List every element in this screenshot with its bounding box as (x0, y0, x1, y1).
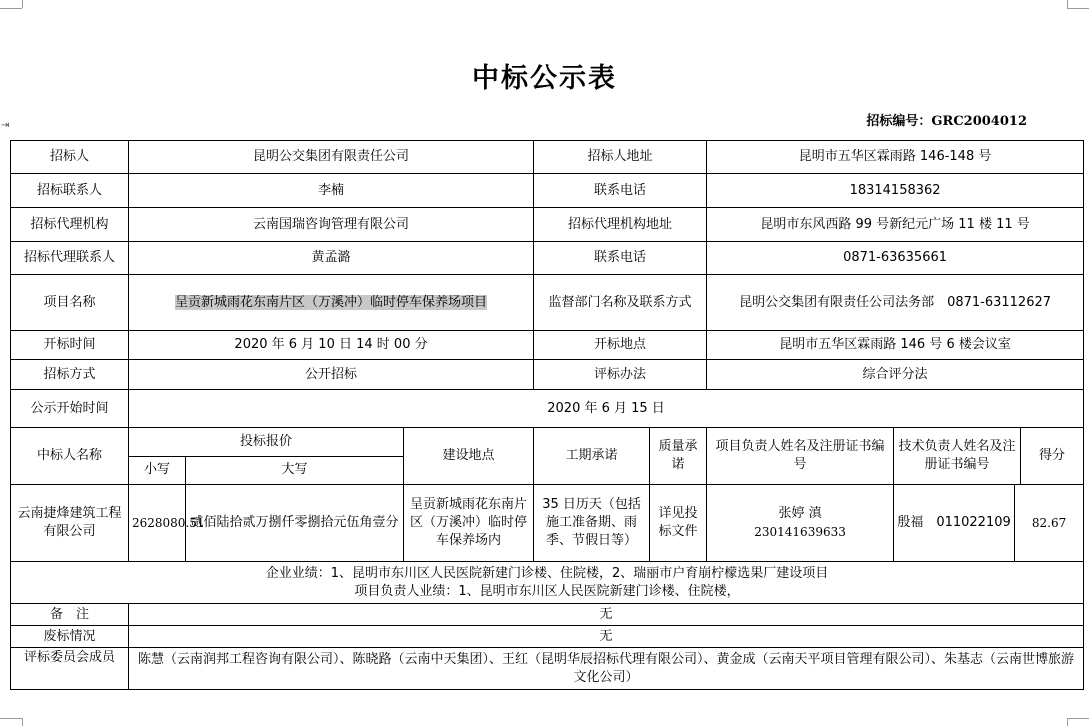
quality-header: 质量承诺 (650, 428, 707, 485)
contact-phone-label: 联系电话 (534, 174, 707, 208)
table-move-handle-icon[interactable]: ⇥ (1, 120, 10, 131)
crop-mark-bottom-left-v (22, 718, 23, 726)
location-header: 建设地点 (404, 428, 534, 485)
publicity-start-value: 2020 年 6 月 15 日 (129, 390, 1084, 428)
agency-address-label: 招标代理机构地址 (534, 208, 707, 242)
agency-phone-label: 联系电话 (534, 242, 707, 275)
agency-phone-value: 0871-63635661 (707, 242, 1084, 275)
invalid-bid-value: 无 (129, 626, 1084, 648)
score-header: 得分 (1039, 448, 1066, 463)
table-row (11, 242, 1084, 275)
agency-label: 招标代理机构 (11, 208, 129, 242)
project-manager (707, 485, 894, 562)
pm-header: 项目负责人姓名及注册证书编号 (707, 428, 894, 485)
method-label: 招标方式 (11, 360, 129, 390)
method-value: 公开招标 (129, 360, 534, 390)
table-row (11, 428, 1084, 457)
table-row (11, 208, 1084, 242)
tenderer-address-value: 昆明市五华区霖雨路 146-148 号 (707, 141, 1084, 174)
bid-lower: 2628080.51 (129, 485, 186, 562)
award-table (10, 140, 1084, 690)
committee-value: 陈慧（云南润邦工程咨询有限公司）、陈晓路（云南中天集团）、王红（昆明华辰招标代理有限公司）、黄金成（云南天平项目管理有限公司）、朱基志（云南世博旅游文化公司） (129, 648, 1084, 690)
table-row (11, 390, 1084, 428)
table-row (11, 174, 1084, 208)
construction-location: 呈贡新城雨花东南片区（万溪冲）临时停车保养场内 (404, 485, 534, 562)
score: 82.67 (1031, 516, 1067, 530)
performance-cell (11, 562, 1084, 604)
opening-time-value: 2020 年 6 月 10 日 14 时 00 分 (129, 331, 534, 360)
technical-lead: 殷福 011022109 (894, 485, 1015, 561)
bid-number: 招标编号：GRC2004012 (866, 114, 1027, 129)
bid-upper: 贰佰陆拾贰万捌仟零捌拾元伍角壹分 (186, 485, 404, 562)
crop-mark-top-right-v (1067, 0, 1068, 8)
table-row (11, 331, 1084, 360)
agency-value: 云南国瑞咨询管理有限公司 (129, 208, 534, 242)
project-name-cell (129, 275, 534, 331)
pm-cert: 230141639633 (754, 525, 846, 539)
publicity-start-label: 公示开始时间 (11, 390, 129, 428)
tenderer-value: 昆明公交集团有限责任公司 (129, 141, 534, 174)
table-row (11, 626, 1084, 648)
winner-name: 云南捷烽建筑工程有限公司 (11, 485, 129, 562)
company-performance: 企业业绩：1、昆明市东川区人民医院新建门诊楼、住院楼，2、瑞丽市户育崩柠檬选果厂建设项目 (265, 565, 829, 581)
crop-mark-bottom-right-h (1067, 718, 1089, 719)
tech-header: 技术负责人姓名及注册证书编号 (894, 428, 1021, 484)
remarks-label: 备 注 (11, 604, 129, 626)
remarks-value: 无 (129, 604, 1084, 626)
contact-phone-value: 18314158362 (707, 174, 1084, 208)
opening-place-value: 昆明市五华区霖雨路 146 号 6 楼会议室 (707, 331, 1084, 360)
crop-mark-top-left-h (0, 8, 22, 9)
quality-commitment: 详见投标文件 (650, 485, 707, 562)
bid-price-header: 投标报价 (129, 428, 404, 457)
opening-place-label: 开标地点 (534, 331, 707, 360)
agency-contact-label: 招标代理联系人 (11, 242, 129, 275)
table-row (11, 604, 1084, 626)
supervisor-label: 监督部门名称及联系方式 (534, 275, 707, 331)
crop-mark-bottom-right-v (1067, 718, 1068, 726)
pm-name: 张婷 滇 (778, 506, 822, 521)
contact-label: 招标联系人 (11, 174, 129, 208)
winner-name-header: 中标人名称 (11, 428, 129, 485)
crop-mark-bottom-left-h (0, 718, 22, 719)
project-name-label: 项目名称 (11, 275, 129, 331)
contact-value: 李楠 (129, 174, 534, 208)
lower-header: 小写 (129, 456, 186, 485)
tech-and-score-header-cell (894, 428, 1084, 485)
committee-label: 评标委员会成员 (11, 648, 129, 690)
crop-mark-top-left-v (22, 0, 23, 8)
table-row (11, 485, 1084, 562)
supervisor-value: 昆明公交集团有限责任公司法务部 0871-63112627 (707, 275, 1084, 331)
opening-time-label: 开标时间 (11, 331, 129, 360)
pm-performance: 项目负责人业绩：1、昆明市东川区人民医院新建门诊楼、住院楼， (354, 583, 740, 599)
evaluation-value: 综合评分法 (707, 360, 1084, 390)
tenderer-label: 招标人 (11, 141, 129, 174)
period-header: 工期承诺 (534, 428, 650, 485)
table-row (11, 360, 1084, 390)
invalid-bid-label: 废标情况 (11, 626, 129, 648)
table-row (11, 275, 1084, 331)
tech-and-score-cell (894, 485, 1084, 562)
project-name-value: 呈贡新城雨花东南片区（万溪冲）临时停车保养场项目 (175, 294, 488, 310)
page-title: 中标公示表 (472, 63, 617, 94)
table-row (11, 648, 1084, 690)
evaluation-label: 评标办法 (534, 360, 707, 390)
upper-header: 大写 (186, 456, 404, 485)
agency-address-value: 昆明市东风西路 99 号新纪元广场 11 楼 11 号 (707, 208, 1084, 242)
tenderer-address-label: 招标人地址 (534, 141, 707, 174)
table-row (11, 562, 1084, 604)
agency-contact-value: 黄孟潞 (129, 242, 534, 275)
table-row (11, 141, 1084, 174)
crop-mark-top-right-h (1067, 8, 1089, 9)
construction-period: 35 日历天（包括施工准备期、雨季、节假日等） (534, 485, 650, 562)
